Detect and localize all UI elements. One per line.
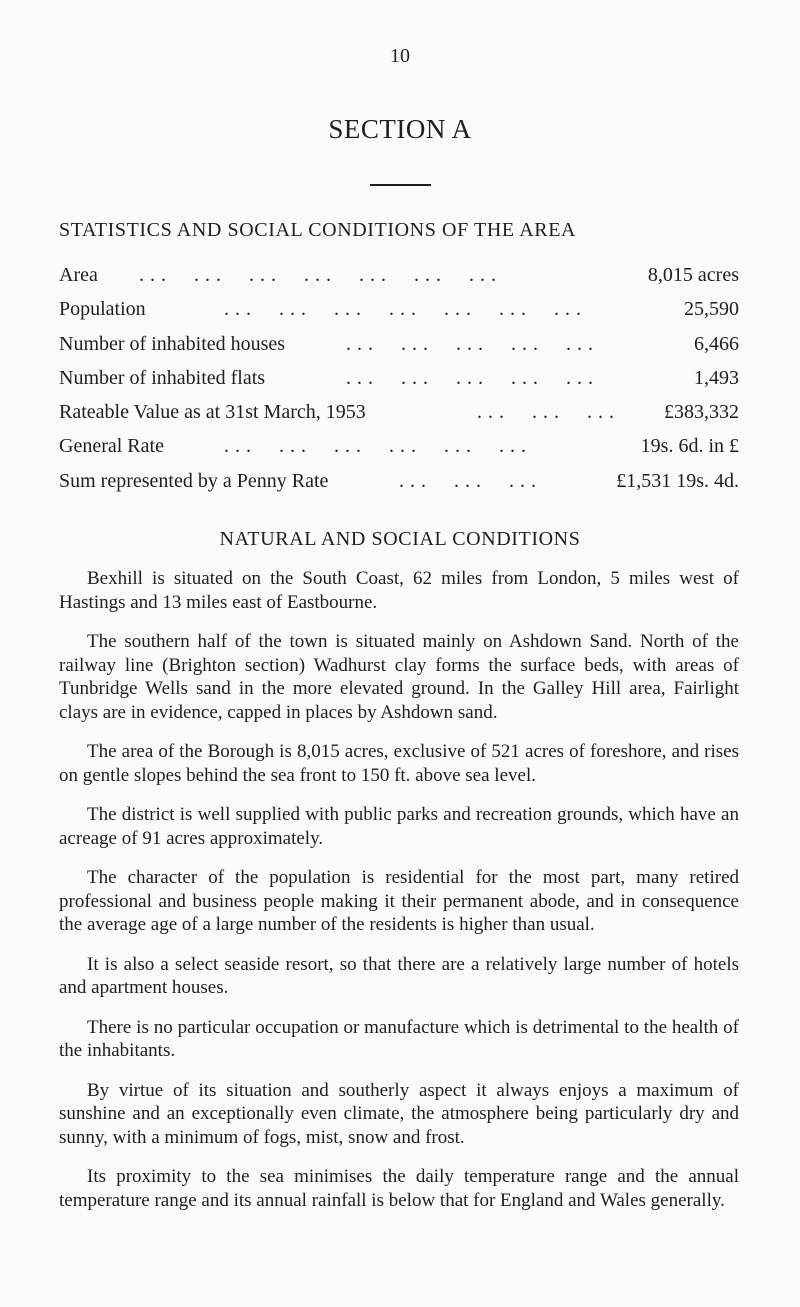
dot-leader: ... ... ... xyxy=(477,401,620,424)
stats-heading: STATISTICS AND SOCIAL CONDITIONS OF THE AREA xyxy=(59,219,577,241)
paragraph-climate: By virtue of its situation and southerly aspect it always enjoys a maximum of sunshine and an exceptionally even climate, the atmosphere being particularly dry and sunny, with a minimum of fogs, mist, snow and frost. xyxy=(59,1079,739,1148)
stat-value: £1,531 19s. 4d. xyxy=(616,469,739,492)
body-text xyxy=(59,567,739,1228)
page-number: 10 xyxy=(390,45,410,67)
stat-row-population xyxy=(59,292,739,326)
stat-label: Number of inhabited flats xyxy=(59,366,266,389)
stat-row-area xyxy=(59,258,739,292)
stat-label: Area xyxy=(59,264,98,286)
dot-leader: ... ... ... ... ... xyxy=(346,366,599,389)
stat-row-general-rate xyxy=(59,429,739,463)
natural-conditions-heading: NATURAL AND SOCIAL CONDITIONS xyxy=(219,528,581,550)
stat-value: 6,466 xyxy=(694,332,739,355)
stat-value: 25,590 xyxy=(684,298,739,321)
stat-label: Population xyxy=(59,298,146,321)
paragraph-population: The character of the population is residential for the most part, many retired professional and business people making it their permanent abode, and in consequence the average age of a large number of the residents is higher than usual. xyxy=(59,867,739,935)
dot-leader: ... ... ... ... ... ... ... xyxy=(139,264,502,286)
paragraph-resort: It is also a select seaside resort, so that there are a relatively large number of hotels and apartment houses. xyxy=(59,953,739,998)
paragraph-rainfall: Its proximity to the sea minimises the daily temperature range and the annual temperature range and its annual rainfall is below that for England and Wales generally. xyxy=(59,1166,739,1211)
paragraph-occupation: There is no particular occupation or manufacture which is detrimental to the health of the inhabitants. xyxy=(59,1016,739,1061)
stat-row-rateable-value xyxy=(59,395,739,429)
stat-value: 19s. 6d. in £ xyxy=(640,435,739,458)
paragraph-area: The area of the Borough is 8,015 acres, exclusive of 521 acres of foreshore, and rises on gentle slopes behind the sea front to 150 ft. above sea level. xyxy=(59,741,739,786)
dot-leader: ... ... ... ... ... xyxy=(346,332,599,355)
paragraph-parks: The district is well supplied with public parks and recreation grounds, which have an acreage of 91 acres approximately. xyxy=(59,804,739,849)
paragraph-location: Bexhill is situated on the South Coast, 62 miles from London, 5 miles west of Hastings and 13 miles east of Eastbourne. xyxy=(59,568,739,613)
stat-label: Rateable Value as at 31st March, 1953 xyxy=(59,401,366,424)
stat-label: Number of inhabited houses xyxy=(59,332,286,355)
dot-leader: ... ... ... ... ... ... xyxy=(224,435,532,458)
stat-value: £383,332 xyxy=(664,401,739,424)
section-title: SECTION A xyxy=(328,114,472,144)
stat-row-houses xyxy=(59,327,739,361)
stat-row-flats xyxy=(59,361,739,395)
stat-row-penny-rate xyxy=(59,464,739,498)
stat-label: Sum represented by a Penny Rate xyxy=(59,469,329,492)
stat-label: General Rate xyxy=(59,435,164,458)
stat-value: 1,493 xyxy=(694,366,739,389)
stats-table xyxy=(59,258,739,498)
paragraph-geology: The southern half of the town is situated mainly on Ashdown Sand. North of the railway line (Brighton section) Wadhurst clay forms the surface beds, with areas of Tunbridge Wells sand in the more elevated ground. In the Galley Hill area, Fairlight clays are in evidence, capped in places by Ashdown sand. xyxy=(59,631,739,723)
title-divider xyxy=(370,184,431,186)
dot-leader: ... ... ... ... ... ... ... xyxy=(224,298,587,321)
stat-value: 8,015 acres xyxy=(647,264,739,286)
dot-leader: ... ... ... xyxy=(399,469,542,492)
